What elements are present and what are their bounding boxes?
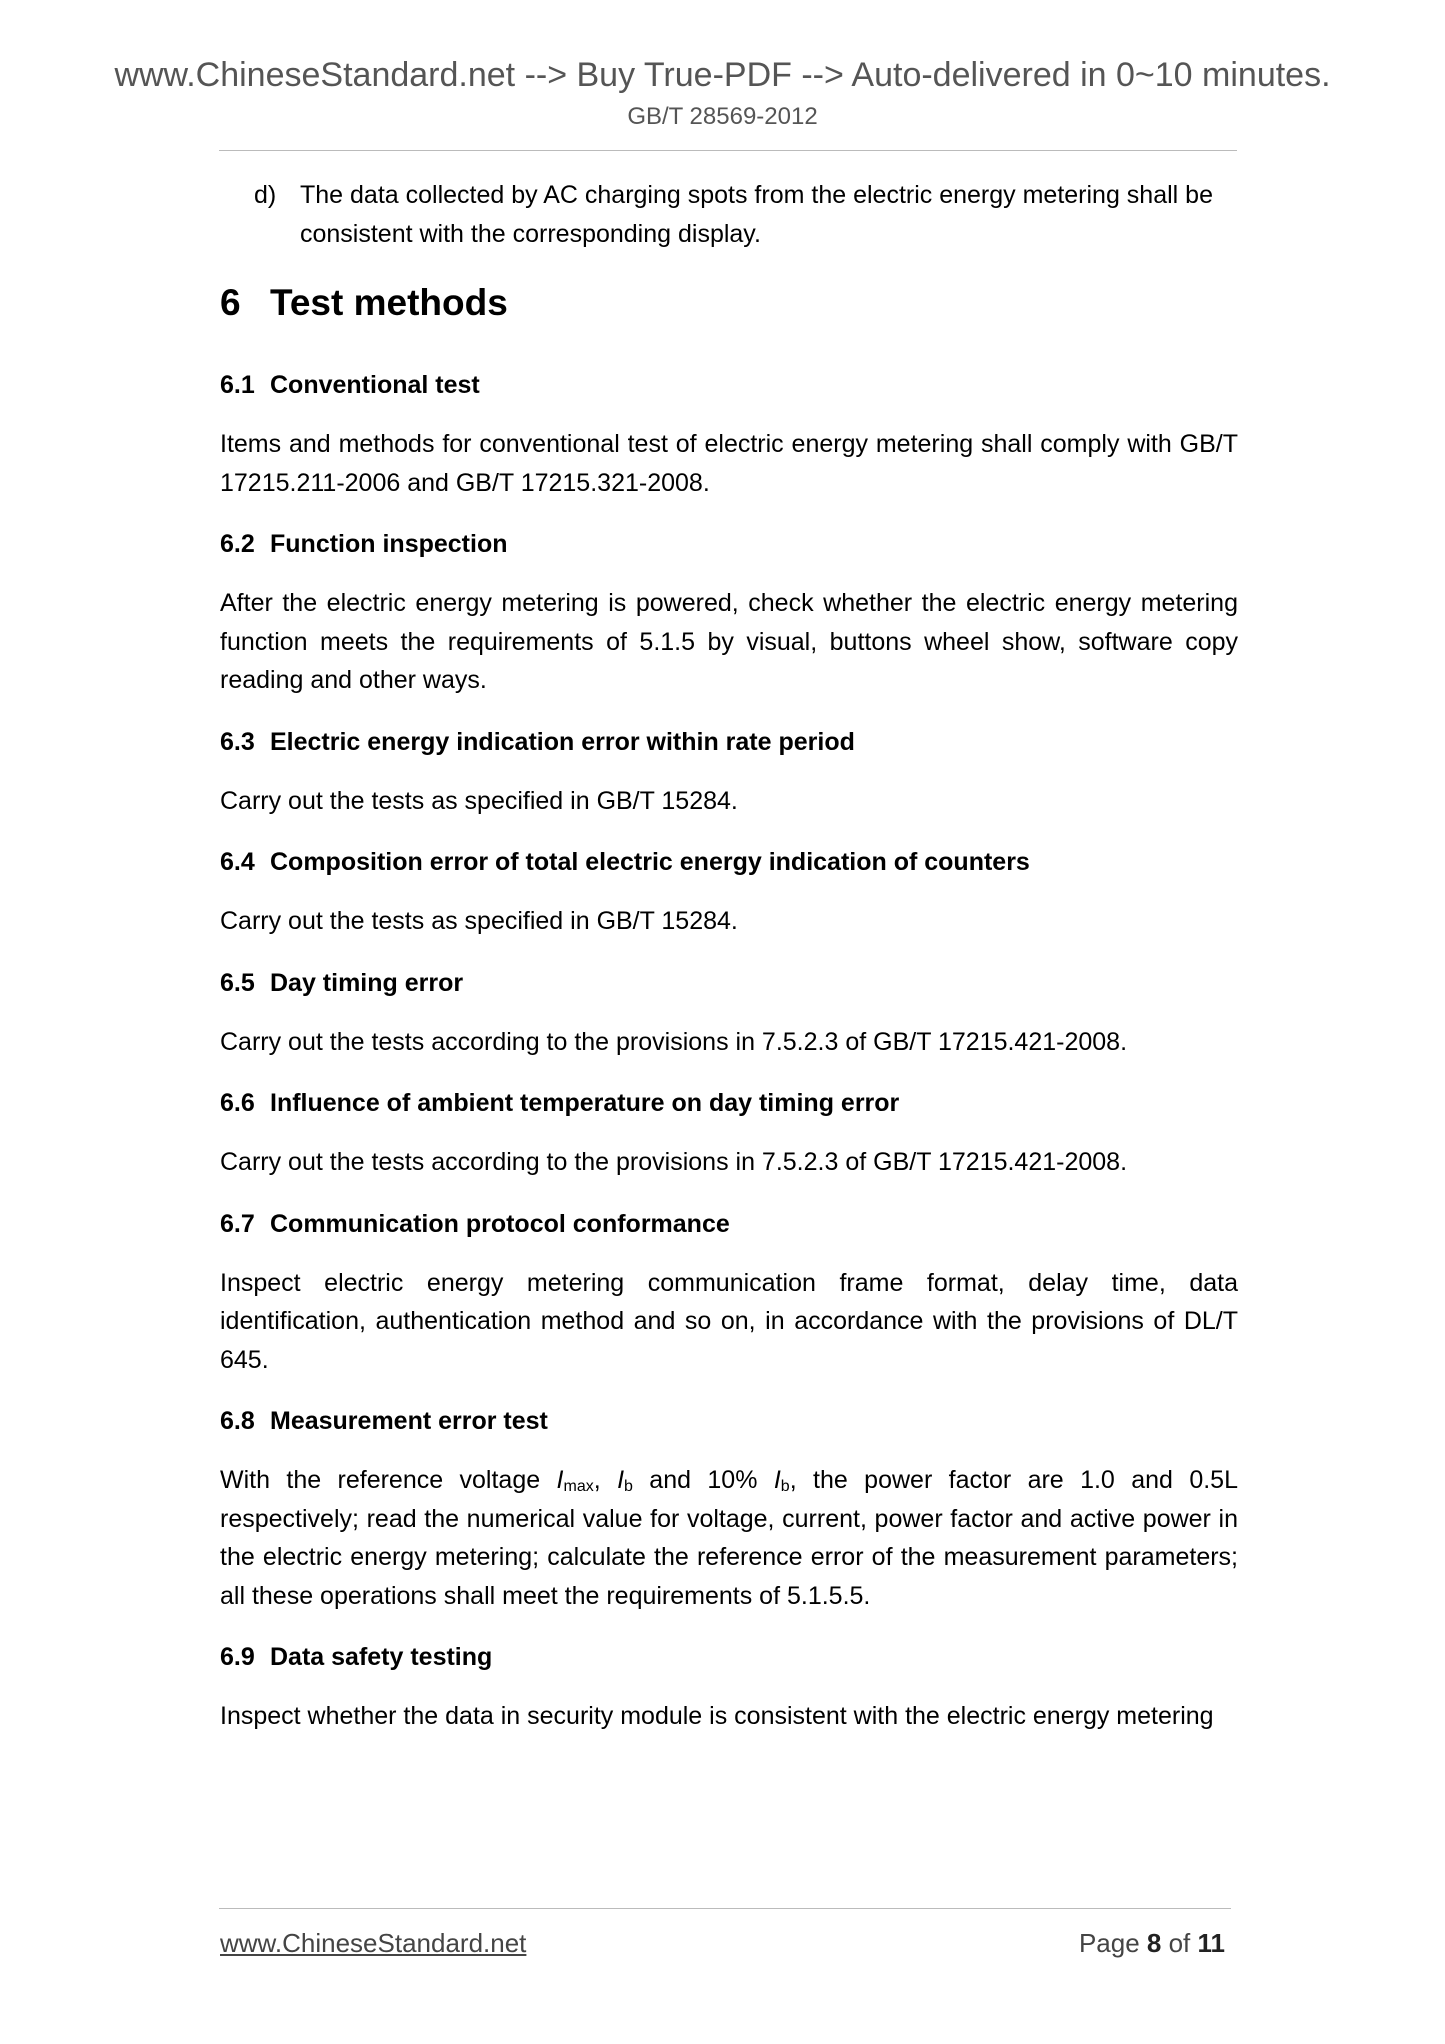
- text-run: and 10%: [632, 1466, 774, 1494]
- page-label: Page: [1078, 1928, 1147, 1958]
- text-run: ,: [593, 1466, 618, 1494]
- subsection-title: Day timing error: [270, 968, 464, 997]
- footer-divider: [219, 1908, 1231, 1909]
- page-current: 8: [1146, 1928, 1162, 1958]
- subscript-b: b: [780, 1478, 790, 1495]
- subsection-heading-6-8: [220, 1405, 1238, 1437]
- list-text: The data collected by AC charging spots from the electric energy metering shall be consistent with the corresponding display.: [300, 181, 1213, 248]
- paragraph-6-2: After the electric energy metering is powered, check whether the electric energy metering function meets the requirements of 5.1.5 by visual, buttons wheel show, software copy reading and other ways.: [220, 589, 1238, 694]
- subsection-title: Function inspection: [270, 530, 508, 558]
- section-number: 6: [220, 282, 241, 323]
- subsection-heading-6-2: [220, 528, 1238, 560]
- subsection-heading-6-5: [220, 967, 1238, 999]
- symbol-i: I: [556, 1466, 564, 1494]
- text-run: With the reference voltage: [220, 1466, 557, 1494]
- subscript-b: b: [624, 1478, 633, 1495]
- subsection-number: 6.5: [220, 968, 255, 997]
- subsection-number: 6.4: [220, 848, 255, 876]
- subsection-title: Electric energy indication error within rate period: [270, 727, 855, 756]
- page-body: [220, 176, 1238, 1762]
- paragraph-6-3: Carry out the tests as specified in GB/T 15284.: [220, 786, 738, 815]
- text-run: , the power factor are 1.0 and 0.5L respectively; read the numerical value for voltage, current, power factor and active power in the electric energy metering; calculate the reference error of the measurement parameters; all these operations shall meet the requirements of 5.1.5.5.: [220, 1466, 1238, 1610]
- subsection-heading-6-9: [220, 1641, 1238, 1673]
- footer-site-link[interactable]: www.ChineseStandard.net: [220, 1928, 527, 1958]
- subsection-heading-6-7: [220, 1208, 1238, 1240]
- section-heading-6: [220, 279, 1238, 327]
- subsection-heading-6-3: [220, 726, 1238, 758]
- subsection-title: Conventional test: [270, 371, 480, 399]
- subsection-number: 6.2: [220, 530, 255, 558]
- page-total: 11: [1197, 1928, 1225, 1958]
- paragraph-6-7: Inspect electric energy metering communication frame format, delay time, data identification, authentication method and so on, in accordance with the provisions of DL/T 645.: [220, 1268, 1238, 1374]
- paragraph-6-9: Inspect whether the data in security module is consistent with the electric energy metering: [220, 1702, 1214, 1730]
- symbol-i: I: [773, 1466, 781, 1494]
- subsection-title: Measurement error test: [270, 1407, 548, 1435]
- list-item: [220, 176, 1238, 253]
- paragraph-6-4: Carry out the tests as specified in GB/T 15284.: [220, 907, 738, 935]
- subsection-title: Composition error of total electric energy indication of counters: [270, 848, 1030, 876]
- subsection-heading-6-1: [220, 369, 1238, 401]
- header-divider: [219, 150, 1237, 151]
- subsection-heading-6-6: [220, 1087, 1238, 1119]
- standard-code: GB/T 28569-2012: [627, 103, 818, 130]
- subsection-number: 6.7: [220, 1209, 255, 1238]
- page-of-label: of: [1161, 1928, 1198, 1958]
- list-marker: d): [254, 181, 277, 209]
- paragraph-6-5: Carry out the tests according to the provisions in 7.5.2.3 of GB/T 17215.421-2008.: [220, 1027, 1128, 1056]
- subsection-title: Influence of ambient temperature on day timing error: [270, 1089, 900, 1117]
- subsection-title: Data safety testing: [270, 1643, 493, 1671]
- page-number: [1079, 1928, 1225, 1959]
- subsection-number: 6.3: [220, 727, 255, 756]
- subsection-number: 6.6: [220, 1089, 255, 1117]
- subsection-number: 6.1: [220, 371, 255, 399]
- subsection-number: 6.9: [220, 1643, 255, 1671]
- subsection-heading-6-4: [220, 846, 1238, 878]
- symbol-i: I: [617, 1466, 625, 1494]
- subsection-title: Communication protocol conformance: [270, 1209, 730, 1238]
- subscript-max: max: [563, 1478, 594, 1495]
- site-banner: www.ChineseStandard.net --> Buy True-PDF --> Auto-delivered in 0~10 minutes.: [114, 56, 1331, 94]
- subsection-number: 6.8: [220, 1407, 255, 1435]
- paragraph-6-6: Carry out the tests according to the provisions in 7.5.2.3 of GB/T 17215.421-2008.: [220, 1148, 1128, 1176]
- paragraph-6-1: Items and methods for conventional test of electric energy metering shall comply with GB/T 17215.211-2006 and GB/T 17215.321-2008.: [220, 430, 1238, 497]
- paragraph-6-8: [220, 1461, 1238, 1615]
- section-title: Test methods: [270, 282, 508, 323]
